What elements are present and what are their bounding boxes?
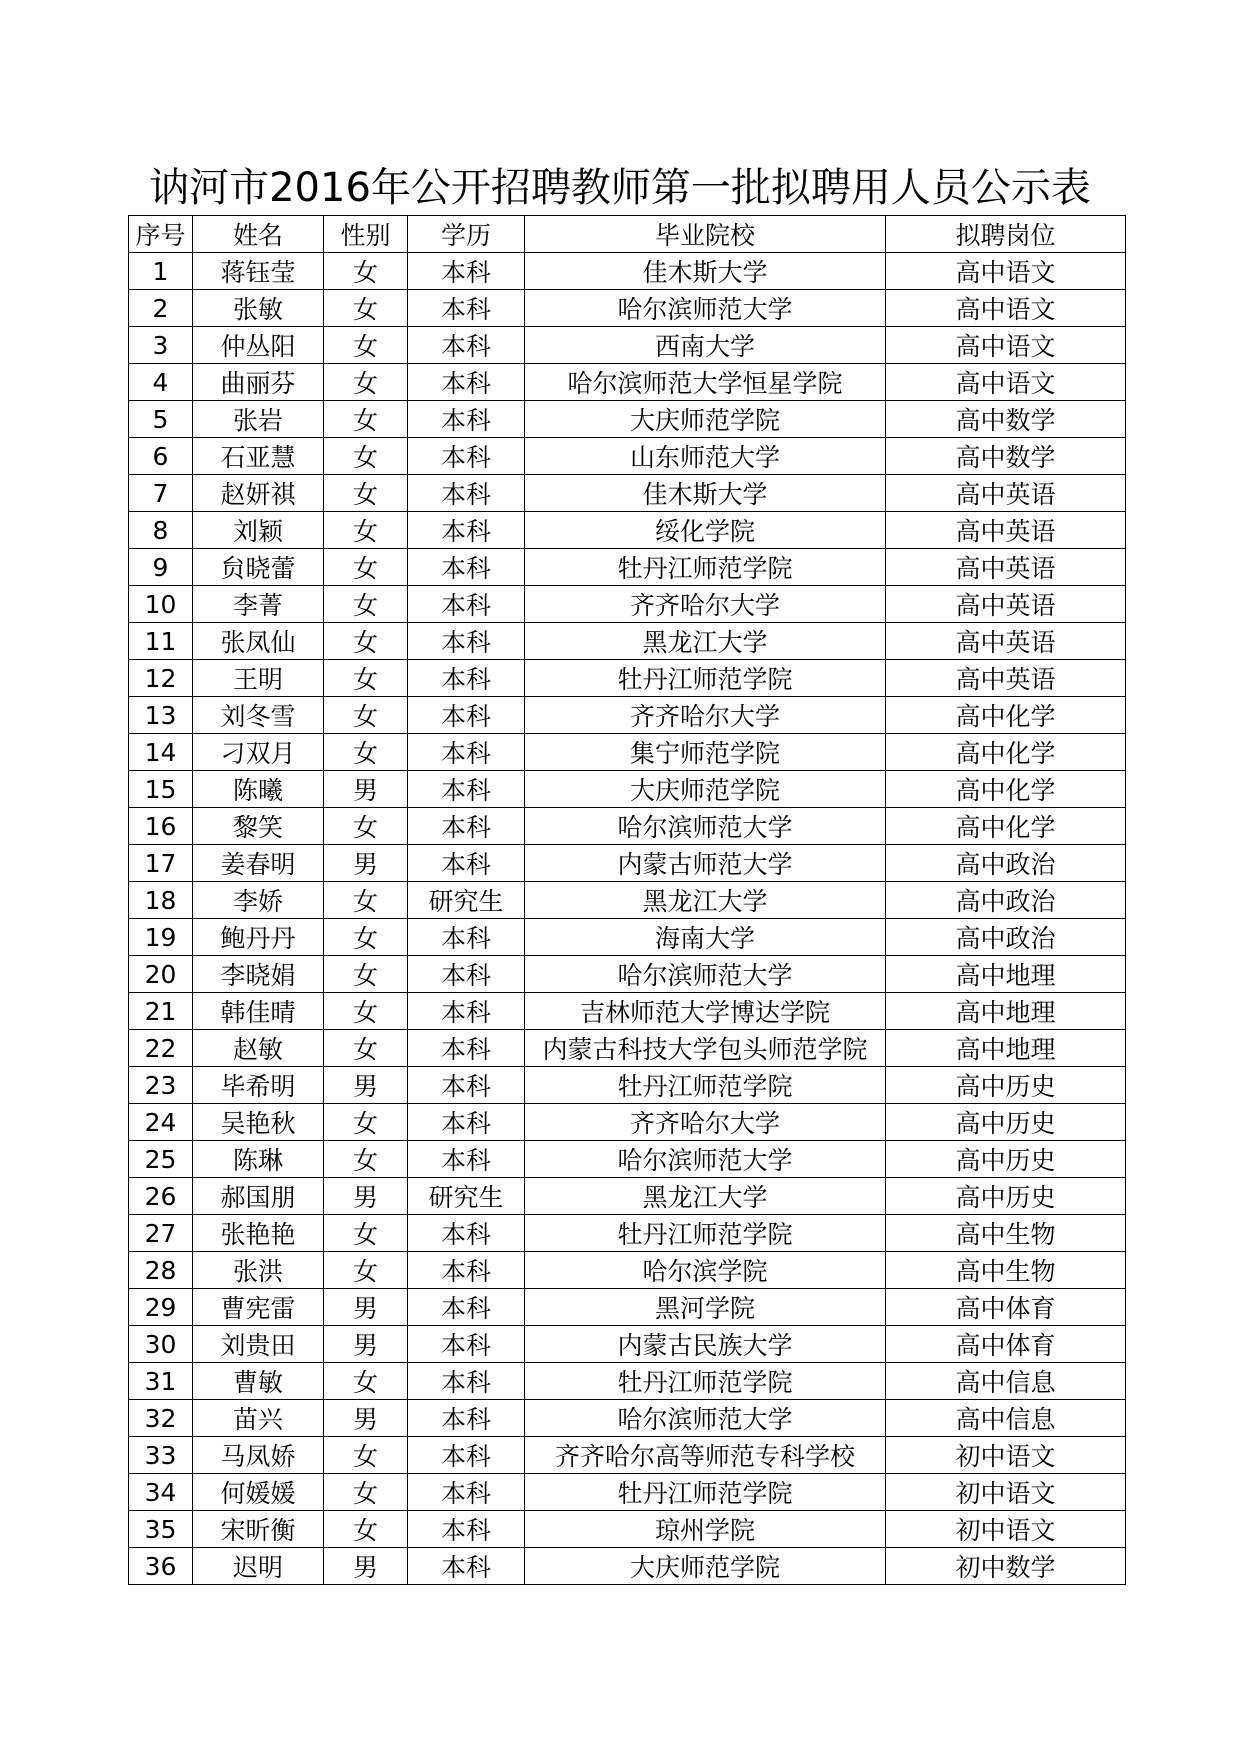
cell-position: 高中地理: [886, 956, 1126, 993]
cell-school: 牡丹江师范学院: [525, 1067, 886, 1104]
cell-degree: 本科: [408, 1548, 525, 1585]
cell-name: 姜春明: [193, 845, 324, 882]
cell-school: 哈尔滨师范大学: [525, 1141, 886, 1178]
cell-degree: 本科: [408, 1511, 525, 1548]
cell-position: 高中信息: [886, 1363, 1126, 1400]
cell-school: 齐齐哈尔高等师范专科学校: [525, 1437, 886, 1474]
cell-gender: 女: [324, 512, 408, 549]
cell-name: 鲍丹丹: [193, 919, 324, 956]
cell-position: 高中英语: [886, 549, 1126, 586]
cell-name: 蒋钰莹: [193, 253, 324, 290]
cell-school: 哈尔滨师范大学: [525, 956, 886, 993]
cell-index: 2: [129, 290, 193, 327]
cell-gender: 女: [324, 401, 408, 438]
cell-index: 22: [129, 1030, 193, 1067]
table-row: [129, 1252, 1126, 1289]
table-row: [129, 808, 1126, 845]
cell-position: 高中数学: [886, 401, 1126, 438]
cell-school: 黑龙江大学: [525, 1178, 886, 1215]
table-row: [129, 845, 1126, 882]
cell-position: 高中数学: [886, 438, 1126, 475]
cell-degree: 本科: [408, 771, 525, 808]
cell-degree: 本科: [408, 512, 525, 549]
cell-gender: 男: [324, 1178, 408, 1215]
cell-school: 哈尔滨师范大学恒星学院: [525, 364, 886, 401]
cell-index: 7: [129, 475, 193, 512]
cell-name: 张艳艳: [193, 1215, 324, 1252]
cell-school: 黑龙江大学: [525, 882, 886, 919]
cell-school: 牡丹江师范学院: [525, 1363, 886, 1400]
cell-name: 曲丽芬: [193, 364, 324, 401]
cell-name: 贠晓蕾: [193, 549, 324, 586]
cell-position: 高中化学: [886, 771, 1126, 808]
cell-degree: 本科: [408, 327, 525, 364]
cell-school: 内蒙古民族大学: [525, 1326, 886, 1363]
cell-degree: 本科: [408, 1437, 525, 1474]
cell-degree: 本科: [408, 1400, 525, 1437]
cell-degree: 本科: [408, 1289, 525, 1326]
cell-index: 16: [129, 808, 193, 845]
cell-gender: 女: [324, 1474, 408, 1511]
header-school: 毕业院校: [525, 216, 886, 253]
cell-name: 王明: [193, 660, 324, 697]
cell-school: 哈尔滨师范大学: [525, 290, 886, 327]
cell-index: 29: [129, 1289, 193, 1326]
table-row: [129, 956, 1126, 993]
cell-index: 8: [129, 512, 193, 549]
cell-gender: 女: [324, 1030, 408, 1067]
cell-school: 牡丹江师范学院: [525, 1215, 886, 1252]
cell-name: 何媛媛: [193, 1474, 324, 1511]
cell-position: 初中语文: [886, 1437, 1126, 1474]
header-degree: 学历: [408, 216, 525, 253]
cell-name: 毕希明: [193, 1067, 324, 1104]
cell-gender: 女: [324, 808, 408, 845]
cell-position: 高中历史: [886, 1141, 1126, 1178]
table-row: [129, 1363, 1126, 1400]
cell-school: 集宁师范学院: [525, 734, 886, 771]
cell-gender: 女: [324, 660, 408, 697]
cell-gender: 女: [324, 623, 408, 660]
cell-index: 35: [129, 1511, 193, 1548]
cell-position: 高中英语: [886, 512, 1126, 549]
cell-position: 初中语文: [886, 1474, 1126, 1511]
table-row: [129, 1326, 1126, 1363]
cell-gender: 女: [324, 586, 408, 623]
table-row: [129, 882, 1126, 919]
cell-degree: 本科: [408, 253, 525, 290]
cell-index: 19: [129, 919, 193, 956]
cell-index: 10: [129, 586, 193, 623]
cell-index: 1: [129, 253, 193, 290]
cell-position: 初中数学: [886, 1548, 1126, 1585]
cell-position: 高中地理: [886, 993, 1126, 1030]
cell-gender: 女: [324, 882, 408, 919]
cell-position: 高中政治: [886, 845, 1126, 882]
cell-name: 李晓娟: [193, 956, 324, 993]
cell-gender: 女: [324, 364, 408, 401]
table-row: [129, 253, 1126, 290]
cell-gender: 女: [324, 438, 408, 475]
cell-gender: 女: [324, 993, 408, 1030]
cell-school: 牡丹江师范学院: [525, 1474, 886, 1511]
table-row: [129, 586, 1126, 623]
cell-name: 陈琳: [193, 1141, 324, 1178]
table-row: [129, 290, 1126, 327]
cell-index: 36: [129, 1548, 193, 1585]
cell-degree: 本科: [408, 697, 525, 734]
table-row: [129, 1400, 1126, 1437]
cell-degree: 本科: [408, 1067, 525, 1104]
cell-name: 张敏: [193, 290, 324, 327]
cell-index: 3: [129, 327, 193, 364]
header-index: 序号: [129, 216, 193, 253]
cell-index: 31: [129, 1363, 193, 1400]
cell-position: 初中语文: [886, 1511, 1126, 1548]
cell-school: 黑河学院: [525, 1289, 886, 1326]
cell-gender: 男: [324, 1400, 408, 1437]
cell-name: 迟明: [193, 1548, 324, 1585]
cell-school: 哈尔滨师范大学: [525, 1400, 886, 1437]
cell-degree: 本科: [408, 438, 525, 475]
cell-position: 高中生物: [886, 1215, 1126, 1252]
table-row: [129, 660, 1126, 697]
cell-degree: 本科: [408, 660, 525, 697]
cell-school: 牡丹江师范学院: [525, 660, 886, 697]
cell-school: 山东师范大学: [525, 438, 886, 475]
cell-gender: 男: [324, 1289, 408, 1326]
cell-name: 马凤娇: [193, 1437, 324, 1474]
cell-degree: 本科: [408, 993, 525, 1030]
cell-degree: 本科: [408, 734, 525, 771]
table-row: [129, 1474, 1126, 1511]
cell-gender: 女: [324, 475, 408, 512]
cell-degree: 本科: [408, 364, 525, 401]
cell-position: 高中化学: [886, 697, 1126, 734]
cell-degree: 本科: [408, 290, 525, 327]
cell-school: 内蒙古科技大学包头师范学院: [525, 1030, 886, 1067]
cell-name: 赵敏: [193, 1030, 324, 1067]
cell-school: 齐齐哈尔大学: [525, 586, 886, 623]
cell-name: 仲丛阳: [193, 327, 324, 364]
cell-position: 高中历史: [886, 1178, 1126, 1215]
table-row: [129, 1511, 1126, 1548]
cell-name: 苗兴: [193, 1400, 324, 1437]
cell-degree: 本科: [408, 1215, 525, 1252]
cell-school: 齐齐哈尔大学: [525, 1104, 886, 1141]
table-row: [129, 438, 1126, 475]
cell-gender: 男: [324, 1548, 408, 1585]
cell-position: 高中政治: [886, 919, 1126, 956]
cell-degree: 本科: [408, 956, 525, 993]
cell-position: 高中体育: [886, 1289, 1126, 1326]
cell-school: 西南大学: [525, 327, 886, 364]
cell-degree: 研究生: [408, 1178, 525, 1215]
cell-index: 24: [129, 1104, 193, 1141]
cell-name: 刘冬雪: [193, 697, 324, 734]
cell-gender: 女: [324, 697, 408, 734]
cell-index: 25: [129, 1141, 193, 1178]
cell-position: 高中英语: [886, 660, 1126, 697]
cell-degree: 本科: [408, 1104, 525, 1141]
cell-name: 赵妍祺: [193, 475, 324, 512]
cell-name: 陈曦: [193, 771, 324, 808]
cell-school: 哈尔滨学院: [525, 1252, 886, 1289]
cell-name: 张洪: [193, 1252, 324, 1289]
cell-gender: 女: [324, 956, 408, 993]
cell-school: 佳木斯大学: [525, 475, 886, 512]
cell-name: 宋昕衡: [193, 1511, 324, 1548]
cell-gender: 女: [324, 1363, 408, 1400]
cell-position: 高中政治: [886, 882, 1126, 919]
table-row: [129, 697, 1126, 734]
cell-gender: 男: [324, 771, 408, 808]
table-row: [129, 549, 1126, 586]
cell-index: 28: [129, 1252, 193, 1289]
cell-degree: 本科: [408, 919, 525, 956]
table-row: [129, 623, 1126, 660]
cell-index: 32: [129, 1400, 193, 1437]
table-row: [129, 475, 1126, 512]
cell-name: 韩佳晴: [193, 993, 324, 1030]
cell-school: 大庆师范学院: [525, 1548, 886, 1585]
cell-index: 4: [129, 364, 193, 401]
cell-degree: 本科: [408, 1252, 525, 1289]
table-header-row: [129, 216, 1126, 253]
cell-degree: 本科: [408, 401, 525, 438]
cell-position: 高中英语: [886, 623, 1126, 660]
cell-name: 张凤仙: [193, 623, 324, 660]
cell-gender: 女: [324, 1252, 408, 1289]
cell-name: 刘贵田: [193, 1326, 324, 1363]
cell-gender: 男: [324, 1326, 408, 1363]
cell-degree: 本科: [408, 475, 525, 512]
cell-position: 高中英语: [886, 586, 1126, 623]
cell-degree: 本科: [408, 586, 525, 623]
cell-index: 9: [129, 549, 193, 586]
cell-position: 高中体育: [886, 1326, 1126, 1363]
cell-school: 大庆师范学院: [525, 401, 886, 438]
page-title: 讷河市2016年公开招聘教师第一批拟聘用人员公示表: [149, 165, 1091, 211]
header-gender: 性别: [324, 216, 408, 253]
cell-school: 内蒙古师范大学: [525, 845, 886, 882]
header-name: 姓名: [193, 216, 324, 253]
cell-index: 33: [129, 1437, 193, 1474]
cell-index: 20: [129, 956, 193, 993]
cell-degree: 本科: [408, 549, 525, 586]
table-row: [129, 1548, 1126, 1585]
cell-index: 11: [129, 623, 193, 660]
cell-gender: 男: [324, 845, 408, 882]
cell-school: 吉林师范大学博达学院: [525, 993, 886, 1030]
cell-index: 14: [129, 734, 193, 771]
cell-index: 12: [129, 660, 193, 697]
cell-school: 哈尔滨师范大学: [525, 808, 886, 845]
table-row: [129, 1289, 1126, 1326]
table-row: [129, 1067, 1126, 1104]
cell-gender: 男: [324, 1067, 408, 1104]
cell-index: 5: [129, 401, 193, 438]
cell-position: 高中历史: [886, 1067, 1126, 1104]
cell-position: 高中信息: [886, 1400, 1126, 1437]
cell-index: 27: [129, 1215, 193, 1252]
cell-gender: 女: [324, 919, 408, 956]
table-row: [129, 734, 1126, 771]
cell-name: 张岩: [193, 401, 324, 438]
cell-position: 高中生物: [886, 1252, 1126, 1289]
cell-degree: 研究生: [408, 882, 525, 919]
table-row: [129, 364, 1126, 401]
cell-name: 郝国朋: [193, 1178, 324, 1215]
cell-school: 牡丹江师范学院: [525, 549, 886, 586]
cell-degree: 本科: [408, 623, 525, 660]
table-row: [129, 327, 1126, 364]
cell-school: 琼州学院: [525, 1511, 886, 1548]
table-row: [129, 1104, 1126, 1141]
cell-position: 高中语文: [886, 253, 1126, 290]
cell-degree: 本科: [408, 1363, 525, 1400]
cell-gender: 女: [324, 1511, 408, 1548]
cell-gender: 女: [324, 290, 408, 327]
cell-school: 绥化学院: [525, 512, 886, 549]
table-row: [129, 1178, 1126, 1215]
cell-name: 李娇: [193, 882, 324, 919]
cell-school: 海南大学: [525, 919, 886, 956]
cell-index: 18: [129, 882, 193, 919]
table-row: [129, 401, 1126, 438]
cell-gender: 女: [324, 327, 408, 364]
table-row: [129, 1030, 1126, 1067]
cell-index: 17: [129, 845, 193, 882]
cell-position: 高中语文: [886, 290, 1126, 327]
cell-gender: 女: [324, 1437, 408, 1474]
table-row: [129, 993, 1126, 1030]
cell-gender: 女: [324, 1104, 408, 1141]
cell-name: 刘颖: [193, 512, 324, 549]
cell-position: 高中化学: [886, 734, 1126, 771]
cell-position: 高中地理: [886, 1030, 1126, 1067]
table-row: [129, 1437, 1126, 1474]
cell-degree: 本科: [408, 845, 525, 882]
table-row: [129, 771, 1126, 808]
cell-position: 高中化学: [886, 808, 1126, 845]
cell-name: 吴艳秋: [193, 1104, 324, 1141]
cell-gender: 女: [324, 549, 408, 586]
cell-degree: 本科: [408, 1326, 525, 1363]
cell-index: 6: [129, 438, 193, 475]
cell-degree: 本科: [408, 1030, 525, 1067]
cell-name: 曹宪雷: [193, 1289, 324, 1326]
cell-name: 刁双月: [193, 734, 324, 771]
cell-school: 大庆师范学院: [525, 771, 886, 808]
table-row: [129, 512, 1126, 549]
cell-gender: 女: [324, 1141, 408, 1178]
cell-position: 高中历史: [886, 1104, 1126, 1141]
cell-school: 齐齐哈尔大学: [525, 697, 886, 734]
cell-index: 21: [129, 993, 193, 1030]
cell-index: 15: [129, 771, 193, 808]
cell-index: 30: [129, 1326, 193, 1363]
table-row: [129, 919, 1126, 956]
cell-name: 李菁: [193, 586, 324, 623]
cell-gender: 女: [324, 1215, 408, 1252]
cell-position: 高中语文: [886, 364, 1126, 401]
table-row: [129, 1215, 1126, 1252]
cell-index: 23: [129, 1067, 193, 1104]
cell-gender: 女: [324, 253, 408, 290]
cell-index: 26: [129, 1178, 193, 1215]
cell-name: 黎笑: [193, 808, 324, 845]
cell-degree: 本科: [408, 1141, 525, 1178]
cell-name: 曹敏: [193, 1363, 324, 1400]
cell-position: 高中语文: [886, 327, 1126, 364]
cell-name: 石亚慧: [193, 438, 324, 475]
cell-index: 34: [129, 1474, 193, 1511]
roster-table: [128, 215, 1126, 1585]
cell-degree: 本科: [408, 1474, 525, 1511]
cell-position: 高中英语: [886, 475, 1126, 512]
cell-degree: 本科: [408, 808, 525, 845]
table-body: [129, 253, 1126, 1585]
cell-school: 黑龙江大学: [525, 623, 886, 660]
cell-school: 佳木斯大学: [525, 253, 886, 290]
cell-index: 13: [129, 697, 193, 734]
table-row: [129, 1141, 1126, 1178]
cell-gender: 女: [324, 734, 408, 771]
header-position: 拟聘岗位: [886, 216, 1126, 253]
